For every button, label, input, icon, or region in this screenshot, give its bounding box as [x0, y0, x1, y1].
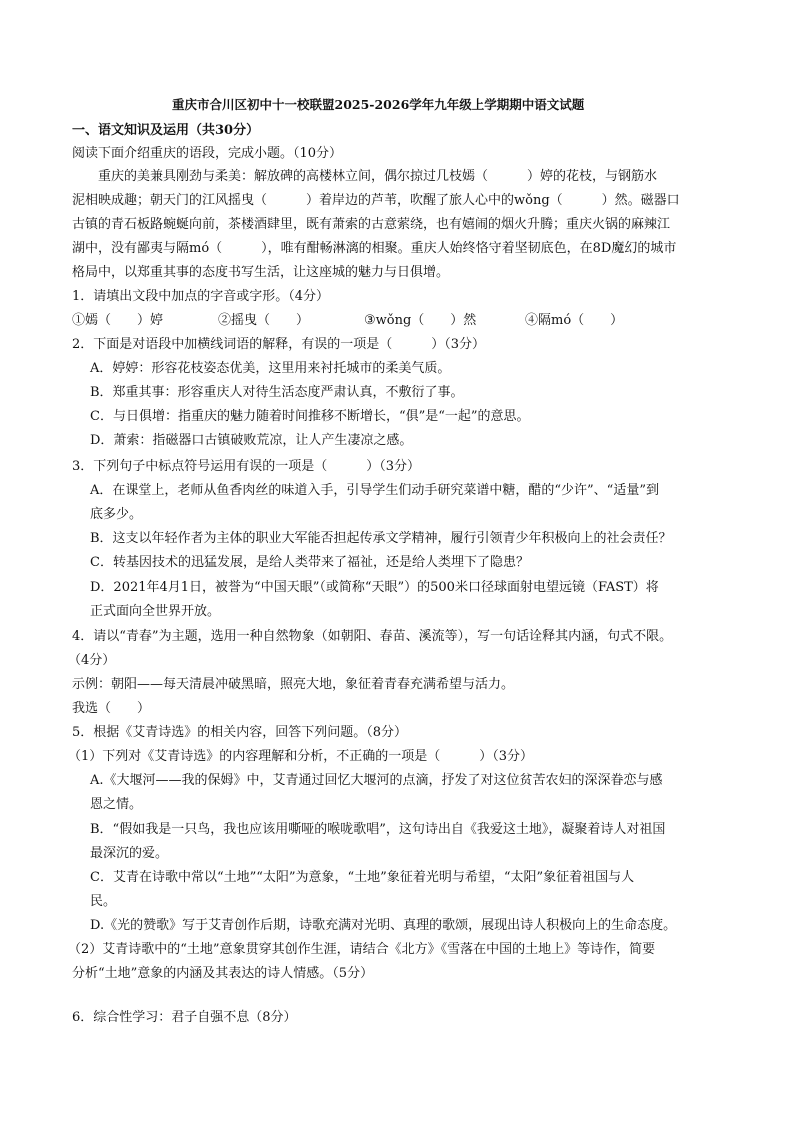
- question-2-option: D．萧索：指磁器口古镇破败荒凉，让人产生凄凉之感。: [90, 433, 413, 448]
- question-2-stem: 2．下面是对语段中加横线词语的解释，有误的一项是（ ）（3分）: [72, 337, 486, 352]
- passage-line: 泥相映成趣；朝天门的江风摇曳（ ）着岸边的芦苇，吹醒了旅人心中的wǒng（ ）然。磁器口: [72, 193, 680, 208]
- question-5-sub2: 分析“土地”意象的内涵及其表达的诗人情感。（5分）: [72, 966, 374, 981]
- question-5-option: 恩之情。: [90, 797, 143, 812]
- question-1-stem: 1．请填出文段中加点的字音或字形。（4分）: [72, 289, 330, 304]
- question-3-option: D．2021年4月1日，被誉为“中国天眼”（或简称“天眼”）的500米口径球面射电望远镜（FAST）将: [90, 580, 659, 595]
- question-4-choice: 我选（ ）: [72, 701, 151, 716]
- question-1-item: ①嫣（ ）婷: [72, 313, 164, 328]
- question-4-stem: 4．请以“青春”为主题，选用一种自然物象（如朝阳、春苗、溪流等），写一句话诠释其内涵，句式不限。: [72, 629, 673, 644]
- question-4-example: 示例：朝阳——每天清晨冲破黑暗，照亮大地，象征着青春充满希望与活力。: [72, 677, 515, 692]
- question-3-option: 底多少。: [90, 507, 143, 522]
- question-3-option: A．在课堂上，老师从鱼香肉丝的味道入手，引导学生们动手研究菜谱中糖，醋的“少许”、“适量”到: [90, 483, 659, 498]
- question-2-option: C．与日俱增：指重庆的魅力随着时间推移不断增长，“俱”是“一起”的意思。: [90, 409, 530, 424]
- question-4-score: （4分）: [68, 653, 116, 668]
- question-1-item: ②摇曳（ ）: [218, 313, 310, 328]
- question-5-option: 最深沉的爱。: [90, 846, 169, 861]
- question-2-option: B．郑重其事：形容重庆人对待生活态度严肃认真，不敷衍了事。: [90, 385, 464, 400]
- question-5-option: 民。: [90, 894, 117, 909]
- question-1-item: ④隔mó（ ）: [525, 313, 624, 328]
- question-6-stem: 6．综合性学习：君子自强不息（8分）: [72, 1010, 297, 1025]
- passage-line: 重庆的美兼具刚劲与柔美：解放碑的高楼林立间，偶尔掠过几枝嫣（ ）婷的花枝，与钢筋水: [98, 169, 658, 184]
- section-heading: 一、语文知识及运用（共30分）: [72, 123, 260, 138]
- page-title: 重庆市合川区初中十一校联盟2025-2026学年九年级上学期期中语文试题: [172, 97, 585, 112]
- section-intro: 阅读下面介绍重庆的语段，完成小题。（10分）: [72, 146, 343, 161]
- question-1-item: ③wǒng（ ）然: [364, 313, 477, 328]
- question-5-option: C．艾青在诗歌中常以“土地”“太阳”为意象，“土地”象征着光明与希望，“太阳”象征着祖国与人: [90, 870, 635, 885]
- question-5-option: A.《大堰河——我的保姆》中，艾青通过回忆大堰河的点滴，抒发了对这位贫苦农妇的深深眷恋与感: [90, 773, 663, 788]
- question-5-sub2: （2）艾青诗歌中的“土地”意象贯穿其创作生涯，请结合《北方》《雪落在中国的土地上》等诗作，简要: [68, 942, 656, 957]
- question-3-option: B．这支以年轻作者为主体的职业大军能否担起传承文学精神，履行引领青少年积极向上的社会责任？: [90, 531, 672, 546]
- question-3-option: C．转基因技术的迅猛发展，是给人类带来了福祉，还是给人类埋下了隐患？: [90, 555, 529, 570]
- question-5-sub1: （1）下列对《艾青诗选》的内容理解和分析，不正确的一项是（ ）（3分）: [68, 749, 534, 764]
- question-3-option: 正式面向全世界开放。: [90, 604, 221, 619]
- passage-line: 古镇的青石板路蜿蜒向前，茶楼酒肆里，既有萧索的古意萦绕，也有嬉闹的烟火升腾；重庆火锅的麻辣江: [72, 217, 671, 232]
- question-5-option: D.《光的赞歌》写于艾青创作后期，诗歌充满对光明、真理的歌颂，展现出诗人积极向上的生命态度。: [90, 918, 677, 933]
- question-5-option: B．“假如我是一只鸟，我也应该用嘶哑的喉咙歌唱”，这句诗出自《我爱这土地》，凝聚着诗人对祖国: [90, 822, 666, 837]
- question-5-stem: 5．根据《艾青诗选》的相关内容，回答下列问题。（8分）: [72, 725, 408, 740]
- passage-line: 格局中，以郑重其事的态度书写生活，让这座城的魅力与日俱增。: [72, 265, 450, 280]
- question-3-stem: 3．下列句子中标点符号运用有误的一项是（ ）（3分）: [72, 459, 421, 474]
- question-2-option: A．婷婷：形容花枝姿态优美，这里用来衬托城市的柔美气质。: [90, 361, 451, 376]
- passage-line: 湖中，没有鄙夷与隔mó（ ），唯有酣畅淋漓的相聚。重庆人始终恪守着坚韧底色，在8D魔幻的城市: [72, 241, 677, 256]
